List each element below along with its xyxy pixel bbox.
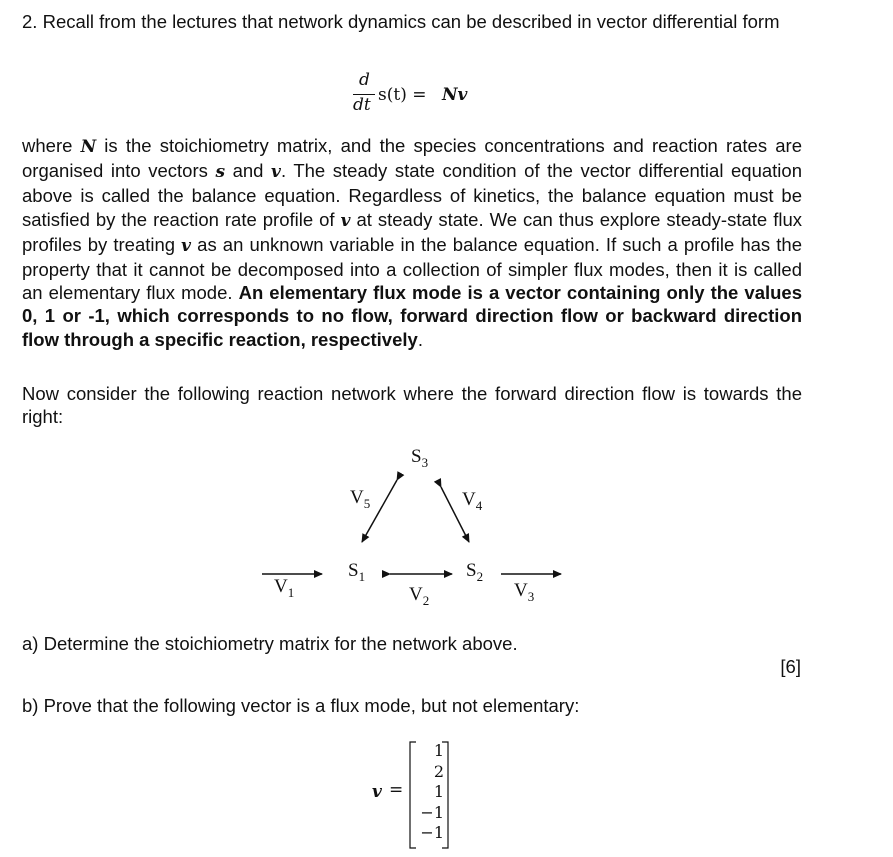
reaction-v3-label: $V_3$ xyxy=(514,580,535,604)
species-s3-label: $S_3$ xyxy=(411,446,429,470)
vector-label: v xyxy=(372,782,382,802)
reaction-v2-label: $V_2$ xyxy=(409,584,430,608)
vector-entry: 1 xyxy=(433,741,444,760)
question-number: 2. xyxy=(22,11,38,32)
text-run: . xyxy=(417,328,423,350)
reaction-v5-label: $V_5$ xyxy=(350,487,371,511)
eq-lhs: s(t) = xyxy=(378,85,427,105)
text-run: . The steady state condition of the vector differential equation above is called the balance equation. Regardless of kinetics, the balance equation must be satisfied by the reaction rate profile of xyxy=(22,160,802,230)
vector-equals: = xyxy=(389,780,404,800)
eq-rhs: Nv xyxy=(442,85,468,105)
part-b-text: b) Prove that the following vector is a flux mode, but not elementary: xyxy=(22,695,580,716)
network-intro-paragraph: Now consider the following reaction network where the forward direction flow is towards the right: xyxy=(22,383,802,428)
part-a-text: a) Determine the stoichiometry matrix for the network above. xyxy=(22,633,518,654)
question-intro-text: Recall from the lectures that network dynamics can be described in vector differential form xyxy=(42,11,780,32)
symbol-v: v xyxy=(340,210,351,231)
part-a-marks: [6] xyxy=(780,656,801,677)
eq-frac-numerator: d xyxy=(359,70,370,90)
species-s2-label: $S_2$ xyxy=(466,560,484,584)
symbol-s: s xyxy=(215,162,226,183)
text-run: where xyxy=(22,135,81,156)
symbol-v: v xyxy=(181,235,192,256)
eq-frac-denominator: dt xyxy=(353,95,371,115)
text-run: is the stoichiometry matrix, and the species concentrations and reaction rates are organised into vectors xyxy=(22,135,803,182)
reaction-v4-label: $V_4$ xyxy=(462,489,483,513)
text-run: at steady state. We can thus explore steady-state flux profiles by treating xyxy=(22,208,802,255)
vector-entry: 1 xyxy=(433,782,444,801)
symbol-N: N xyxy=(80,137,97,157)
symbol-v: v xyxy=(271,162,281,183)
vector-entry: −1 xyxy=(420,823,444,842)
vector-entry: −1 xyxy=(420,802,444,822)
text-run: and xyxy=(225,160,272,182)
species-s1-label: $S_1$ xyxy=(348,560,366,584)
reaction-v1-label: $V_1$ xyxy=(274,576,295,600)
vector-entries xyxy=(414,741,444,844)
text-run: as an unknown variable in the balance equation. If such a profile has the property that it cannot be decomposed into a collection of simpler flux modes, then it is called an elementary flux mode. xyxy=(22,233,802,304)
definition-bold: An elementary flux mode is a vector containing only the values 0, 1 or -1, which corresponds to no flow, forward direction flow or backward direction flow through a specific reaction, respectively xyxy=(22,282,802,350)
vector-entry: 2 xyxy=(433,761,444,781)
